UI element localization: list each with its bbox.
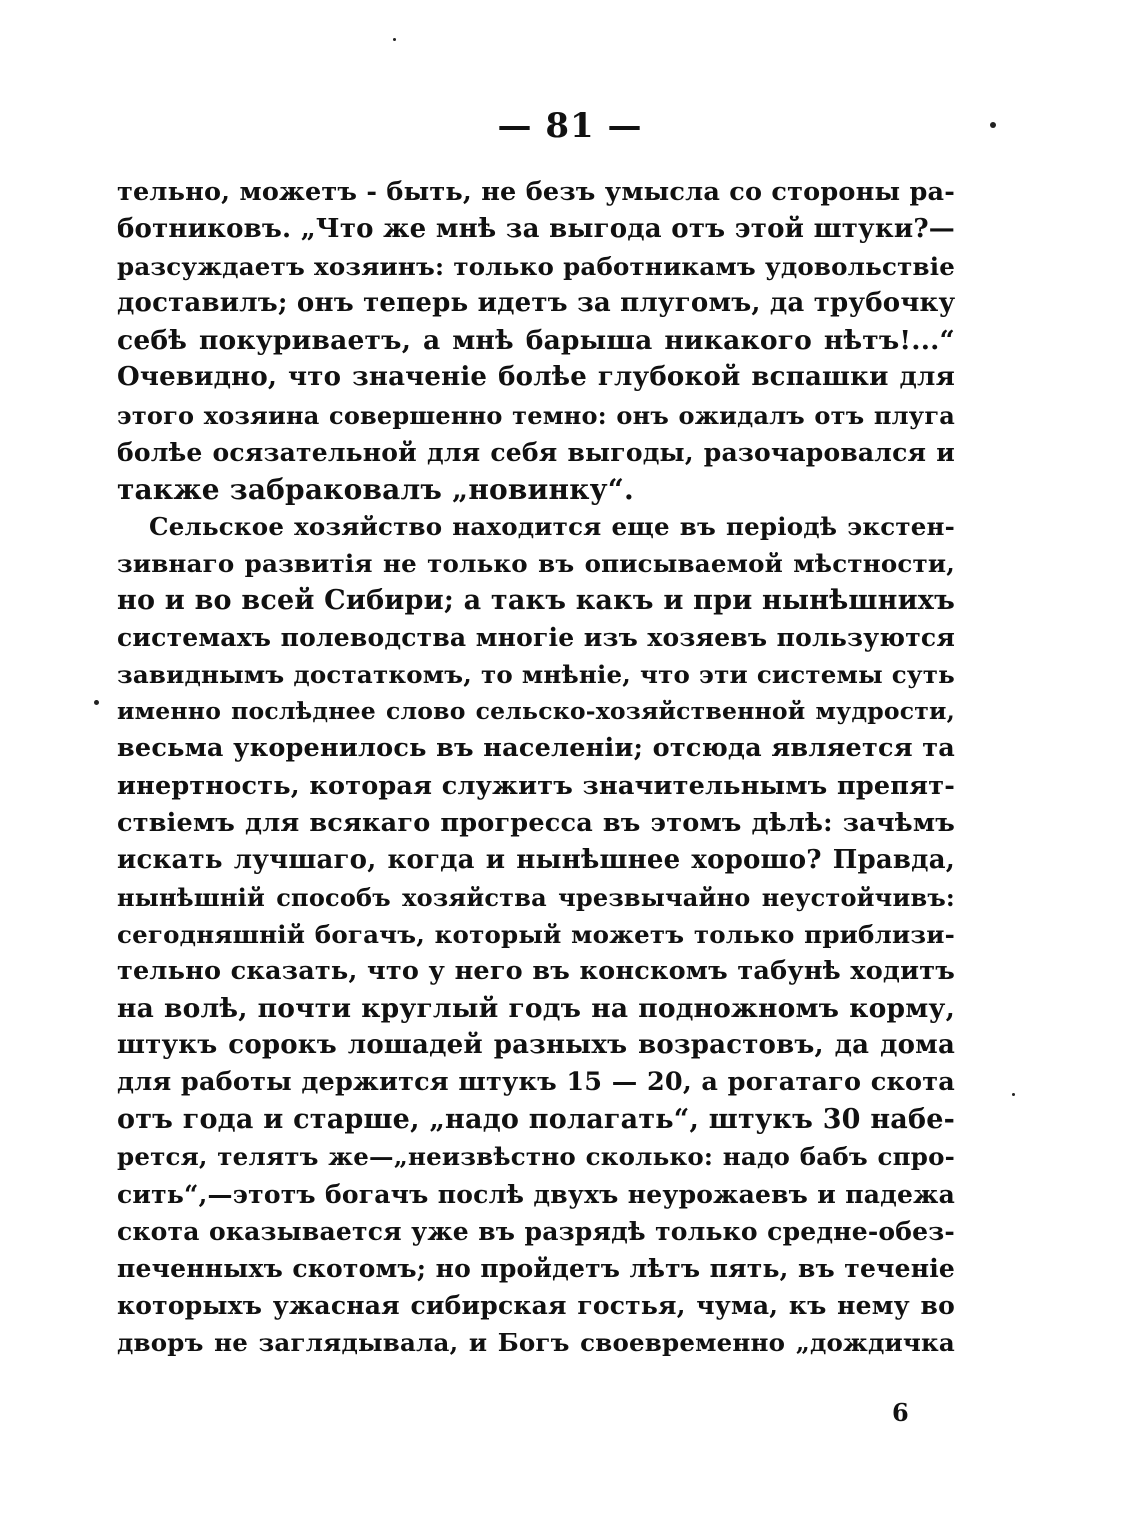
scan-speck: [393, 38, 396, 41]
text-line: рется, телятъ же—„неизвѣстно сколько: надо бабъ спро-: [117, 1142, 955, 1172]
text-line: инертность, которая служитъ значительнымъ препят-: [117, 770, 955, 801]
text-line: но и во всей Сибири; а такъ какъ и при нынѣшнихъ: [117, 585, 956, 617]
text-line: которыхъ ужасная сибирская гостья, чума, къ нему во: [117, 1290, 955, 1320]
text-line: этого хозяина совершенно темно: онъ ожидалъ отъ плуга: [117, 400, 955, 430]
text-line: себѣ покуриваетъ, а мнѣ барыша никакого нѣтъ!...“: [117, 325, 955, 357]
paragraph-1: [117, 174, 955, 508]
text-line: зивнаго развитія не только въ описываемой мѣстности,: [117, 548, 955, 578]
text-line: тельно сказать, что у него въ конскомъ табунѣ ходитъ: [117, 955, 955, 986]
body-text: [117, 174, 955, 1361]
text-line: доставилъ; онъ теперь идетъ за плугомъ, да трубочку: [117, 288, 956, 319]
text-line: для работы держится штукъ 15 — 20, а рогатаго скота: [117, 1067, 955, 1098]
signature-mark: 6: [892, 1398, 909, 1427]
text-line: штукъ сорокъ лошадей разныхъ возрастовъ, да дома: [117, 1030, 955, 1061]
text-line: ботниковъ. „Что же мнѣ за выгода отъ этой штуки?—: [117, 214, 955, 245]
text-line: именно послѣднее слово сельско-хозяйственной мудрости,: [117, 697, 955, 726]
text-line: Сельское хозяйство находится еще въ періодѣ экстен-: [149, 511, 955, 541]
scan-speck: [94, 700, 99, 705]
text-line: завиднымъ достаткомъ, то мнѣніе, что эти системы суть: [117, 660, 955, 690]
text-line: весьма укоренилось въ населеніи; отсюда является та: [117, 733, 955, 764]
text-line: также забраковалъ „новинку“.: [117, 472, 635, 506]
text-line: нынѣшній способъ хозяйства чрезвычайно неустойчивъ:: [117, 882, 955, 912]
text-line: дворъ не заглядывала, и Богъ своевременно „дождичка: [117, 1327, 955, 1357]
paragraph-2: [117, 508, 955, 1361]
text-line: сить“,—этотъ богачъ послѣ двухъ неурожаевъ и падежа: [117, 1179, 955, 1209]
text-line: тельно, можетъ - быть, не безъ умысла со стороны ра-: [117, 177, 955, 207]
text-line: ствіемъ для всякаго прогресса въ этомъ дѣлѣ: зачѣмъ: [117, 807, 955, 838]
text-line: сегодняшній богачъ, который можетъ только приблизи-: [117, 919, 955, 949]
text-line: системахъ полеводства многіе изъ хозяевъ пользуются: [117, 623, 955, 653]
text-line: болѣе осязательной для себя выгоды, разочаровался и: [117, 437, 955, 467]
text-line: скота оказывается уже въ разрядѣ только средне-обез-: [117, 1216, 955, 1246]
page-number: — 81 —: [497, 106, 643, 146]
text-line: Очевидно, что значеніе болѣе глубокой вспашки для: [117, 362, 955, 393]
scan-speck: [990, 122, 996, 128]
text-line: разсуждаетъ хозяинъ: только работникамъ удовольствіе: [117, 252, 955, 282]
text-line: отъ года и старше, „надо полагать“, штукъ 30 набе-: [117, 1104, 955, 1136]
text-line: на волѣ, почти круглый годъ на подножномъ корму,: [117, 993, 955, 1025]
scan-speck: [1012, 1093, 1015, 1096]
text-line: печенныхъ скотомъ; но пройдетъ лѣтъ пять, въ теченіе: [117, 1253, 955, 1283]
text-line: искать лучшаго, когда и нынѣшнее хорошо? Правда,: [117, 844, 955, 875]
